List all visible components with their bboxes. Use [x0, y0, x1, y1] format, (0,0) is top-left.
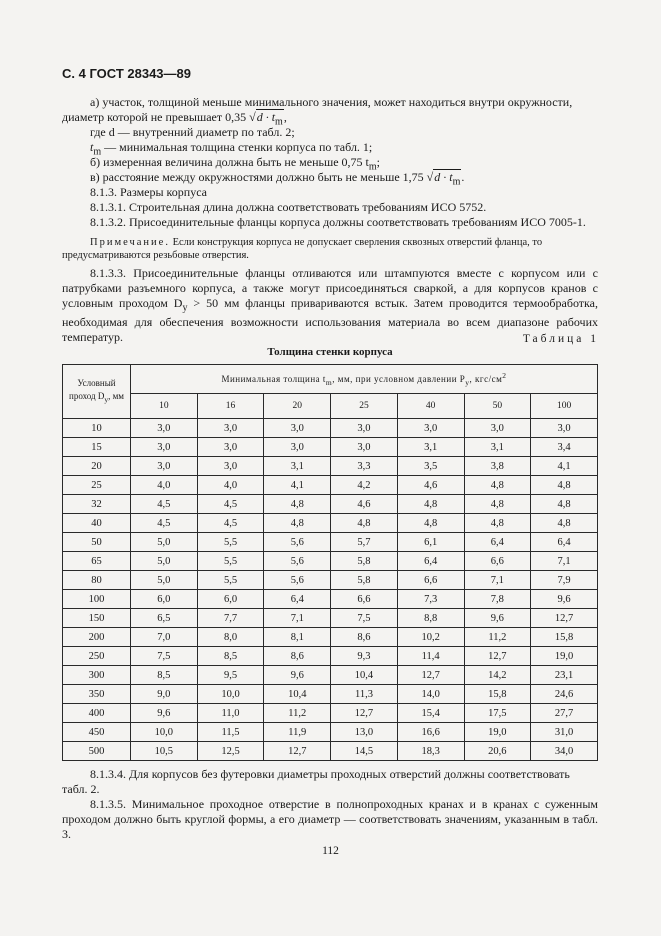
s8133-text: 8.1.3.3. Присоединительные фланцы отливаются или штампуются вместе с корпусом или с патрубками разъемного корпуса, а также могут присоединяться сваркой, а для корпусов кранов с условным проходом D [62, 266, 598, 310]
subscript: m [93, 146, 102, 158]
page-number: 112 [322, 845, 339, 857]
radicand: d · t [256, 110, 276, 124]
thickness-cell: 9,6 [131, 704, 198, 723]
table-row [63, 647, 598, 666]
table-row [63, 514, 598, 533]
thickness-cell: 5,5 [197, 571, 264, 590]
thickness-cell: 5,6 [264, 552, 331, 571]
thickness-cell: 6,0 [131, 590, 198, 609]
thickness-cell: 12,5 [197, 742, 264, 761]
thickness-cell: 3,1 [464, 438, 531, 457]
thickness-cell: 3,0 [331, 419, 398, 438]
thickness-cell: 6,0 [197, 590, 264, 609]
thickness-cell: 5,0 [131, 552, 198, 571]
nominal-bore-cell: 300 [63, 666, 131, 685]
nominal-bore-cell: 40 [63, 514, 131, 533]
thickness-cell: 12,7 [464, 647, 531, 666]
section-8-1-3: 8.1.3. Размеры корпуса [90, 185, 207, 199]
thickness-cell: 7,1 [264, 609, 331, 628]
thickness-cell: 3,1 [264, 457, 331, 476]
thickness-cell: 4,6 [397, 476, 464, 495]
thickness-cell: 3,0 [264, 419, 331, 438]
nominal-bore-cell: 100 [63, 590, 131, 609]
thickness-cell: 4,8 [397, 495, 464, 514]
thickness-cell: 3,0 [397, 419, 464, 438]
thickness-cell: 10,0 [197, 685, 264, 704]
thickness-cell: 27,7 [531, 704, 598, 723]
thickness-cell: 11,4 [397, 647, 464, 666]
thickness-cell: 3,0 [197, 419, 264, 438]
subscript: m [325, 377, 333, 387]
thickness-cell: 3,0 [264, 438, 331, 457]
nominal-bore-cell: 150 [63, 609, 131, 628]
thickness-cell: 4,5 [131, 514, 198, 533]
thickness-cell: 5,6 [264, 571, 331, 590]
thickness-cell: 3,4 [531, 438, 598, 457]
thickness-cell: 11,2 [464, 628, 531, 647]
thickness-cell: 11,9 [264, 723, 331, 742]
table-row [63, 723, 598, 742]
thickness-cell: 5,5 [197, 552, 264, 571]
thickness-cell: 4,1 [264, 476, 331, 495]
thickness-cell: 7,1 [464, 571, 531, 590]
thickness-cell: 4,8 [531, 514, 598, 533]
tm-text: — минимальная толщина стенки корпуса по табл. 1; [101, 140, 373, 154]
thickness-cell: 24,6 [531, 685, 598, 704]
table-body [63, 419, 598, 761]
superscript: 2 [502, 371, 507, 381]
thickness-cell: 7,9 [531, 571, 598, 590]
thickness-cell: 4,8 [397, 514, 464, 533]
table-row [63, 609, 598, 628]
item-c-text: в) расстояние между окружностями должно быть не меньше 1,75 √ [90, 170, 434, 184]
s8133-text-end: > 50 мм фланцы привариваются встык. Затем проводится термообработка, необходимая для обеспечения возможности использования материала во всем диапазоне рабочих температур. [62, 296, 599, 345]
section-8-1-3-5: 8.1.3.5. Минимальное проходное отверстие в полнопроходных кранах и в кранах с суженным проходом должно быть круглой формы, а его диаметр — соответствовать значениям, указанным в табл. 3. [62, 797, 598, 841]
thickness-cell: 3,0 [131, 419, 198, 438]
subscript: m [275, 116, 283, 128]
pressure-row [63, 394, 598, 419]
thickness-cell: 4,8 [464, 476, 531, 495]
corner-unit: , мм [108, 391, 124, 402]
nominal-bore-cell: 80 [63, 571, 131, 590]
nominal-bore-cell: 400 [63, 704, 131, 723]
note-text: Если конструкция корпуса не допускает сверления сквозных отверстий фланца, то предусматриваются резьбовые отверстия. [62, 237, 543, 261]
thickness-cell: 5,8 [331, 571, 398, 590]
table-row [63, 590, 598, 609]
punct: ; [376, 155, 381, 169]
thickness-cell: 8,8 [397, 609, 464, 628]
sqrt-radicand [433, 169, 461, 188]
thickness-cell: 12,7 [264, 742, 331, 761]
thickness-cell: 12,7 [331, 704, 398, 723]
thickness-cell: 19,0 [464, 723, 531, 742]
thickness-cell: 3,0 [531, 419, 598, 438]
nominal-bore-cell: 25 [63, 476, 131, 495]
thickness-cell: 7,1 [531, 552, 598, 571]
thickness-cell: 7,7 [197, 609, 264, 628]
item-b-text: б) измеренная величина должна быть не меньше 0,75 t [90, 155, 369, 169]
subscript: y [465, 377, 470, 387]
pressure-group-header [131, 365, 598, 394]
thickness-cell: 31,0 [531, 723, 598, 742]
item-a-line1: а) участок, толщиной меньше минимального значения, может находиться внутри окружности, [90, 95, 573, 109]
thickness-cell: 8,5 [131, 666, 198, 685]
nominal-bore-cell: 15 [63, 438, 131, 457]
thickness-cell: 11,3 [331, 685, 398, 704]
table-row [63, 552, 598, 571]
pressure-header-cell: 50 [464, 394, 531, 419]
thickness-cell: 14,2 [464, 666, 531, 685]
thickness-cell: 6,6 [397, 571, 464, 590]
pressure-header-cell: 16 [197, 394, 264, 419]
thickness-cell: 8,6 [264, 647, 331, 666]
table-row [63, 476, 598, 495]
thickness-cell: 4,0 [131, 476, 198, 495]
thickness-cell: 3,1 [397, 438, 464, 457]
thickness-cell: 9,6 [531, 590, 598, 609]
thickness-cell: 5,8 [331, 552, 398, 571]
thickness-cell: 9,6 [464, 609, 531, 628]
pressure-header-cell: 40 [397, 394, 464, 419]
thickness-cell: 8,0 [197, 628, 264, 647]
table-title: Толщина стенки корпуса [267, 346, 393, 358]
thickness-cell: 5,0 [131, 533, 198, 552]
thickness-cell: 15,4 [397, 704, 464, 723]
thickness-cell: 3,0 [464, 419, 531, 438]
thickness-cell: 7,5 [331, 609, 398, 628]
section-8-1-3-1: 8.1.3.1. Строительная длина должна соответствовать требованиям ИСО 5752. [90, 200, 487, 214]
thickness-cell: 4,5 [131, 495, 198, 514]
table-row [63, 742, 598, 761]
thickness-cell: 6,4 [264, 590, 331, 609]
thickness-cell: 10,2 [397, 628, 464, 647]
where-d: где d — внутренний диаметр по табл. 2; [90, 125, 295, 139]
table-row [63, 685, 598, 704]
thickness-cell: 4,8 [264, 514, 331, 533]
pressure-header-cell: 100 [531, 394, 598, 419]
punct: , [283, 110, 287, 124]
nominal-bore-header [63, 365, 131, 419]
note [62, 236, 598, 262]
wall-thickness-table [62, 364, 598, 761]
thickness-cell: 6,6 [331, 590, 398, 609]
thickness-cell: 3,0 [131, 457, 198, 476]
thickness-cell: 4,1 [531, 457, 598, 476]
section-8-1-3-3 [62, 266, 598, 345]
thickness-cell: 6,5 [131, 609, 198, 628]
note-label: Примечание. [90, 237, 170, 248]
thickness-cell: 3,0 [197, 457, 264, 476]
thickness-cell: 34,0 [531, 742, 598, 761]
thickness-cell: 3,5 [397, 457, 464, 476]
nominal-bore-cell: 200 [63, 628, 131, 647]
table-row [63, 457, 598, 476]
table-row [63, 495, 598, 514]
thickness-cell: 4,6 [331, 495, 398, 514]
section-8-1-3-4: 8.1.3.4. Для корпусов без футеровки диаметры проходных отверстий должны соответствовать табл. 2. [62, 767, 570, 796]
thickness-cell: 18,3 [397, 742, 464, 761]
table-row [63, 571, 598, 590]
nominal-bore-cell: 500 [63, 742, 131, 761]
thickness-cell: 10,4 [264, 685, 331, 704]
thickness-cell: 6,6 [464, 552, 531, 571]
thickness-cell: 3,0 [131, 438, 198, 457]
pressure-header-cell: 25 [331, 394, 398, 419]
pressure-header-cell: 10 [131, 394, 198, 419]
thickness-cell: 6,4 [464, 533, 531, 552]
nominal-bore-cell: 250 [63, 647, 131, 666]
thickness-cell: 10,4 [331, 666, 398, 685]
thickness-cell: 5,7 [331, 533, 398, 552]
corner-line1: Условный [77, 378, 116, 389]
thickness-cell: 3,0 [197, 438, 264, 457]
sqrt-radicand [256, 109, 284, 128]
nominal-bore-cell: 350 [63, 685, 131, 704]
thickness-cell: 7,8 [464, 590, 531, 609]
page-header: С. 4 ГОСТ 28343—89 [62, 66, 191, 81]
corner-line2: проход D [69, 391, 105, 402]
thickness-cell: 10,5 [131, 742, 198, 761]
nominal-bore-cell: 450 [63, 723, 131, 742]
thickness-cell: 10,0 [131, 723, 198, 742]
table-row [63, 704, 598, 723]
thickness-cell: 23,1 [531, 666, 598, 685]
header-text-mid: , мм, при условном давлении P [332, 374, 466, 385]
table-caption: Таблица 1 [522, 333, 599, 345]
thickness-cell: 9,6 [264, 666, 331, 685]
table-row [63, 628, 598, 647]
thickness-cell: 14,5 [331, 742, 398, 761]
thickness-cell: 3,3 [331, 457, 398, 476]
table-row [63, 419, 598, 438]
header-text-end: , кгс/см [469, 374, 503, 385]
thickness-cell: 8,5 [197, 647, 264, 666]
punct: . [461, 170, 465, 184]
thickness-cell: 5,0 [131, 571, 198, 590]
thickness-cell: 8,6 [331, 628, 398, 647]
thickness-cell: 19,0 [531, 647, 598, 666]
thickness-cell: 11,5 [197, 723, 264, 742]
thickness-cell: 7,3 [397, 590, 464, 609]
thickness-cell: 9,0 [131, 685, 198, 704]
thickness-cell: 4,5 [197, 514, 264, 533]
thickness-cell: 5,6 [264, 533, 331, 552]
thickness-cell: 6,4 [531, 533, 598, 552]
thickness-cell: 15,8 [464, 685, 531, 704]
nominal-bore-cell: 65 [63, 552, 131, 571]
thickness-cell: 4,8 [331, 514, 398, 533]
pressure-header-cell: 20 [264, 394, 331, 419]
subscript: y [104, 394, 109, 404]
thickness-cell: 11,0 [197, 704, 264, 723]
thickness-cell: 4,8 [464, 514, 531, 533]
thickness-cell: 7,5 [131, 647, 198, 666]
header-text: Минимальная толщина t [221, 374, 326, 385]
thickness-cell: 11,2 [264, 704, 331, 723]
thickness-cell: 4,2 [331, 476, 398, 495]
subscript: m [452, 176, 461, 188]
thickness-cell: 16,6 [397, 723, 464, 742]
thickness-cell: 4,8 [264, 495, 331, 514]
item-a-text: диаметр которой не превышает 0,35 √ [62, 110, 256, 124]
thickness-cell: 12,7 [397, 666, 464, 685]
thickness-cell: 8,1 [264, 628, 331, 647]
thickness-cell: 9,5 [197, 666, 264, 685]
table-row [63, 666, 598, 685]
thickness-cell: 5,5 [197, 533, 264, 552]
thickness-cell: 4,5 [197, 495, 264, 514]
thickness-cell: 4,0 [197, 476, 264, 495]
thickness-cell: 6,4 [397, 552, 464, 571]
thickness-cell: 17,5 [464, 704, 531, 723]
thickness-cell: 15,8 [531, 628, 598, 647]
nominal-bore-cell: 10 [63, 419, 131, 438]
nominal-bore-cell: 20 [63, 457, 131, 476]
thickness-cell: 14,0 [397, 685, 464, 704]
thickness-cell: 3,0 [331, 438, 398, 457]
item-a [62, 95, 598, 110]
thickness-cell: 9,3 [331, 647, 398, 666]
radicand: d · t [434, 170, 453, 184]
thickness-cell: 6,1 [397, 533, 464, 552]
thickness-cell: 4,8 [464, 495, 531, 514]
nominal-bore-cell: 50 [63, 533, 131, 552]
nominal-bore-cell: 32 [63, 495, 131, 514]
thickness-cell: 3,8 [464, 457, 531, 476]
thickness-cell: 20,6 [464, 742, 531, 761]
thickness-cell: 12,7 [531, 609, 598, 628]
thickness-cell: 13,0 [331, 723, 398, 742]
table-row [63, 533, 598, 552]
thickness-cell: 4,8 [531, 495, 598, 514]
thickness-cell: 7,0 [131, 628, 198, 647]
subscript: y [182, 302, 188, 314]
thickness-cell: 4,8 [531, 476, 598, 495]
section-8-1-3-2: 8.1.3.2. Присоединительные фланцы корпуса должны соответствовать требованиям ИСО 7005-1. [90, 215, 586, 229]
subscript: m [368, 161, 377, 173]
tm-symbol: t [90, 140, 94, 154]
table-row [63, 438, 598, 457]
